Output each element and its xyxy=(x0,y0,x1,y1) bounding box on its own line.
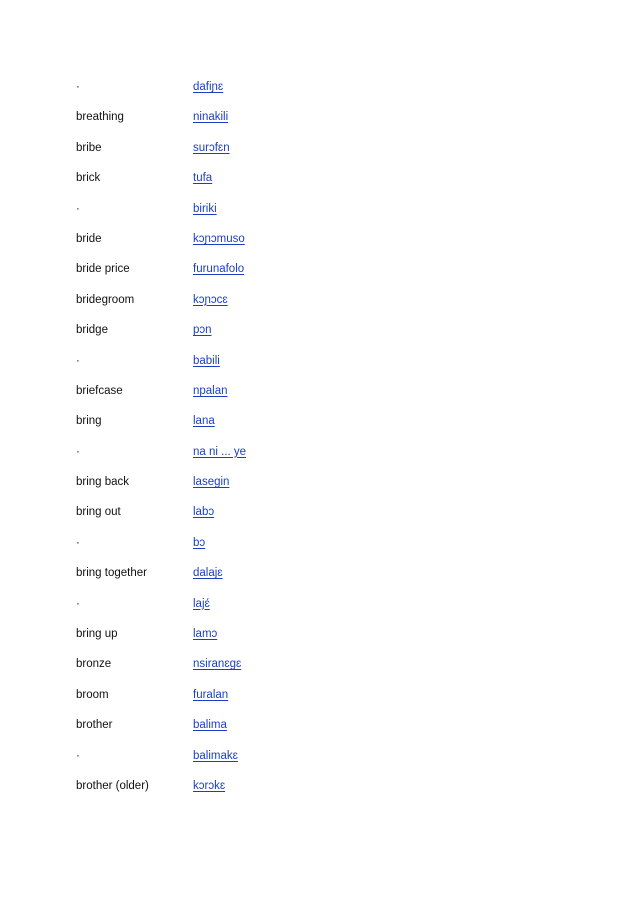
entry-translation-link[interactable]: biriki xyxy=(193,202,217,215)
dictionary-entry xyxy=(76,619,536,649)
dictionary-entry xyxy=(76,406,536,436)
entry-translation-link[interactable]: kɔɲɔmuso xyxy=(193,232,245,245)
entry-term: bride price xyxy=(76,263,130,276)
dictionary-entry xyxy=(76,102,536,132)
dictionary-entry xyxy=(76,680,536,710)
dictionary-entry xyxy=(76,224,536,254)
entry-term: bridge xyxy=(76,324,108,337)
entry-term: · xyxy=(76,445,80,458)
entry-term: · xyxy=(76,749,80,762)
dictionary-entry xyxy=(76,497,536,527)
entry-translation-link[interactable]: dafiɲɛ xyxy=(193,81,224,93)
entry-term: brother (older) xyxy=(76,779,149,792)
dictionary-entry xyxy=(76,467,536,497)
dictionary-entries xyxy=(76,72,536,801)
entry-translation-link[interactable]: pɔn xyxy=(193,324,212,337)
entry-term: bring up xyxy=(76,628,118,641)
dictionary-entry xyxy=(76,589,536,619)
entry-translation-link[interactable]: kɔɲɔcɛ xyxy=(193,293,228,306)
dictionary-entry xyxy=(76,437,536,467)
entry-translation-link[interactable]: ninakili xyxy=(193,111,229,124)
entry-term: · xyxy=(76,81,80,93)
entry-translation-link[interactable]: nsiranɛgɛ xyxy=(193,658,242,671)
entry-translation-link[interactable]: dalajɛ xyxy=(193,567,223,580)
dictionary-entry xyxy=(76,376,536,406)
dictionary-entry xyxy=(76,528,536,558)
entry-translation-link[interactable]: na ni ... ye xyxy=(193,445,247,458)
entry-term: · xyxy=(76,202,80,215)
entry-term: bronze xyxy=(76,658,112,671)
entry-translation-link[interactable]: balima xyxy=(193,719,227,732)
dictionary-entry xyxy=(76,133,536,163)
dictionary-entry xyxy=(76,194,536,224)
entry-term: bridegroom xyxy=(76,293,135,306)
entry-translation-link[interactable]: npalan xyxy=(193,384,228,397)
entry-translation-link[interactable]: balimakɛ xyxy=(193,749,238,762)
entry-term: bride xyxy=(76,232,102,245)
dictionary-entry xyxy=(76,163,536,193)
entry-translation-link[interactable]: tufa xyxy=(193,172,213,185)
dictionary-entry xyxy=(76,649,536,679)
entry-term: · xyxy=(76,597,80,610)
dictionary-entry xyxy=(76,710,536,740)
dictionary-entry xyxy=(76,558,536,588)
entry-translation-link[interactable]: babili xyxy=(193,354,220,367)
entry-term: broom xyxy=(76,688,109,701)
entry-term: bring together xyxy=(76,567,147,580)
entry-term: breathing xyxy=(76,111,124,124)
entry-translation-link[interactable]: furunafolo xyxy=(193,263,245,276)
dictionary-entry xyxy=(76,285,536,315)
entry-term: bring back xyxy=(76,476,130,489)
entry-translation-link[interactable]: surɔfɛn xyxy=(193,141,230,154)
entry-term: bring out xyxy=(76,506,121,519)
entry-term: briefcase xyxy=(76,384,123,397)
entry-term: bring xyxy=(76,415,102,428)
entry-term: brother xyxy=(76,719,113,732)
entry-term: brick xyxy=(76,172,101,185)
entry-translation-link[interactable]: lasegin xyxy=(193,476,230,489)
dictionary-entry xyxy=(76,346,536,376)
entry-translation-link[interactable]: kɔrɔkɛ xyxy=(193,779,226,792)
entry-term: bribe xyxy=(76,141,102,154)
dictionary-entry xyxy=(76,254,536,284)
dictionary-entry xyxy=(76,741,536,771)
dictionary-entry xyxy=(76,315,536,345)
entry-translation-link[interactable]: lamɔ xyxy=(193,628,218,641)
entry-translation-link[interactable]: labɔ xyxy=(193,506,215,519)
entry-translation-link[interactable]: lana xyxy=(193,415,215,428)
entry-translation-link[interactable]: bɔ xyxy=(193,536,206,549)
dictionary-entry xyxy=(76,771,536,801)
entry-translation-link[interactable]: lajɛ́ xyxy=(193,597,210,610)
entry-term: · xyxy=(76,354,80,367)
dictionary-entry xyxy=(76,72,536,102)
entry-translation-link[interactable]: furalan xyxy=(193,688,229,701)
entry-term: · xyxy=(76,536,80,549)
